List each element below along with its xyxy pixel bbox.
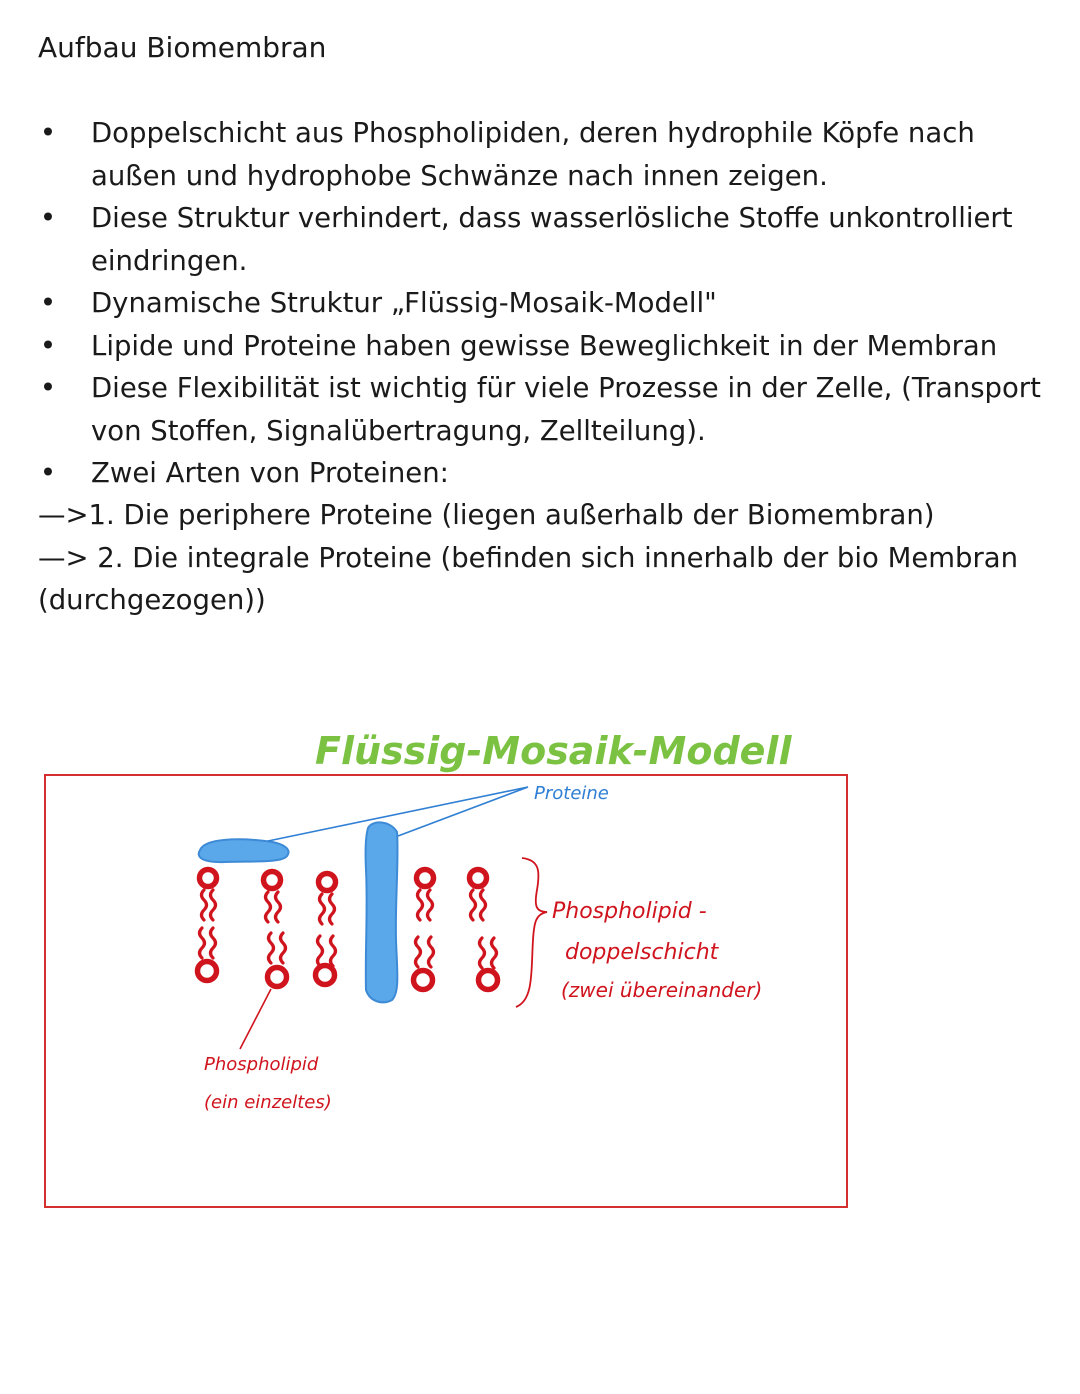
lipid-tail bbox=[480, 938, 485, 968]
diagram-heading: Flüssig-Mosaik-Modell bbox=[315, 729, 792, 773]
label-doppelschicht-line2: doppelschicht bbox=[565, 940, 719, 965]
lipid-tail bbox=[202, 890, 207, 920]
label-proteine: Proteine bbox=[534, 783, 609, 804]
lipid-tail bbox=[330, 894, 335, 924]
phospholipid-pair bbox=[414, 870, 434, 990]
arrow-line-integral: —> 2. Die integrale Proteine (befinden sich innerhalb der bio Membran (durchgezogen)) bbox=[38, 541, 1019, 616]
phospholipid-pair bbox=[316, 874, 336, 985]
lipid-head-bottom bbox=[268, 968, 287, 987]
bullet-list bbox=[38, 112, 1058, 495]
arrow-line-peripheral: —>1. Die periphere Proteine (liegen außerhalb der Biomembran) bbox=[38, 499, 935, 531]
lipid-tail bbox=[492, 938, 497, 968]
lipid-head-top bbox=[470, 870, 487, 887]
lipid-tail bbox=[281, 933, 286, 963]
lipid-tail bbox=[416, 937, 421, 967]
bullet-dot: • bbox=[39, 329, 57, 362]
label-single-line1: Phospholipid bbox=[204, 1054, 319, 1075]
lipid-tail bbox=[320, 894, 325, 924]
phospholipid-pair bbox=[470, 870, 498, 990]
lipid-tail bbox=[211, 890, 216, 920]
label-doppelschicht-line3: (zwei übereinander) bbox=[561, 978, 763, 1002]
lipid-tail bbox=[429, 937, 434, 967]
membrane-diagram bbox=[0, 700, 1080, 1240]
list-item bbox=[38, 112, 1058, 197]
lipid-tail bbox=[269, 933, 274, 963]
bullet-dot: • bbox=[39, 372, 57, 404]
bullet-dot: • bbox=[39, 287, 57, 319]
label-single-line2: (ein einzeltes) bbox=[204, 1092, 332, 1113]
lipid-tail bbox=[276, 892, 281, 922]
lipid-head-bottom bbox=[198, 962, 217, 981]
bullet-text: Doppelschicht aus Phospholipiden, deren hydrophile Köpfe nach außen und hydrophobe Schwänze nach innen zeigen. bbox=[91, 117, 975, 192]
list-item bbox=[38, 197, 1058, 282]
lipid-tail bbox=[418, 890, 423, 920]
bullet-text: Diese Flexibilität ist wichtig für viele Prozesse in der Zelle, (Transport von Stoffen, Signalübertragung, Zellteilung). bbox=[91, 372, 1041, 447]
bullet-text: Dynamische Struktur „Flüssig-Mosaik-Modell" bbox=[91, 287, 717, 319]
bullet-dot: • bbox=[39, 117, 57, 149]
lipid-head-top bbox=[264, 872, 281, 889]
page-title: Aufbau Biomembran bbox=[38, 31, 327, 64]
membrane-diagram-svg bbox=[0, 700, 1080, 1240]
lipid-head-top bbox=[200, 870, 217, 887]
label-doppelschicht-line1: Phospholipid - bbox=[552, 899, 707, 924]
lipid-head-bottom bbox=[479, 971, 498, 990]
lipid-head-top bbox=[319, 874, 336, 891]
list-item bbox=[38, 325, 1058, 368]
phospholipid-pointer-line bbox=[240, 989, 271, 1049]
protein-types bbox=[38, 494, 1058, 622]
lipid-tail bbox=[200, 928, 205, 958]
phospholipid-pair bbox=[198, 870, 217, 981]
list-item bbox=[38, 367, 1058, 452]
list-item bbox=[38, 452, 1058, 495]
lipid-tail bbox=[331, 936, 336, 966]
bullet-text: Zwei Arten von Proteinen: bbox=[91, 457, 449, 489]
lipid-tail bbox=[266, 892, 271, 922]
peripheral-protein bbox=[199, 839, 289, 862]
bullet-dot: • bbox=[39, 457, 57, 489]
lipid-tail bbox=[211, 928, 216, 958]
lipid-tail bbox=[428, 890, 433, 920]
bullet-dot: • bbox=[39, 202, 57, 234]
bullet-text: Lipide und Proteine haben gewisse Beweglichkeit in der Membran bbox=[91, 329, 998, 362]
lipid-tail bbox=[318, 936, 323, 966]
phospholipid-pair bbox=[264, 872, 287, 987]
bullet-text: Diese Struktur verhindert, dass wasserlösliche Stoffe unkontrolliert eindringen. bbox=[91, 202, 1013, 277]
lipid-tail bbox=[481, 890, 486, 920]
bilayer-brace bbox=[516, 858, 547, 1007]
lipid-head-bottom bbox=[414, 971, 433, 990]
lipid-head-top bbox=[417, 870, 434, 887]
lipid-head-bottom bbox=[316, 966, 335, 985]
lipid-tail bbox=[471, 890, 476, 920]
list-item bbox=[38, 282, 1058, 325]
protein-pointer-line bbox=[398, 787, 528, 836]
integral-protein bbox=[366, 822, 398, 1002]
